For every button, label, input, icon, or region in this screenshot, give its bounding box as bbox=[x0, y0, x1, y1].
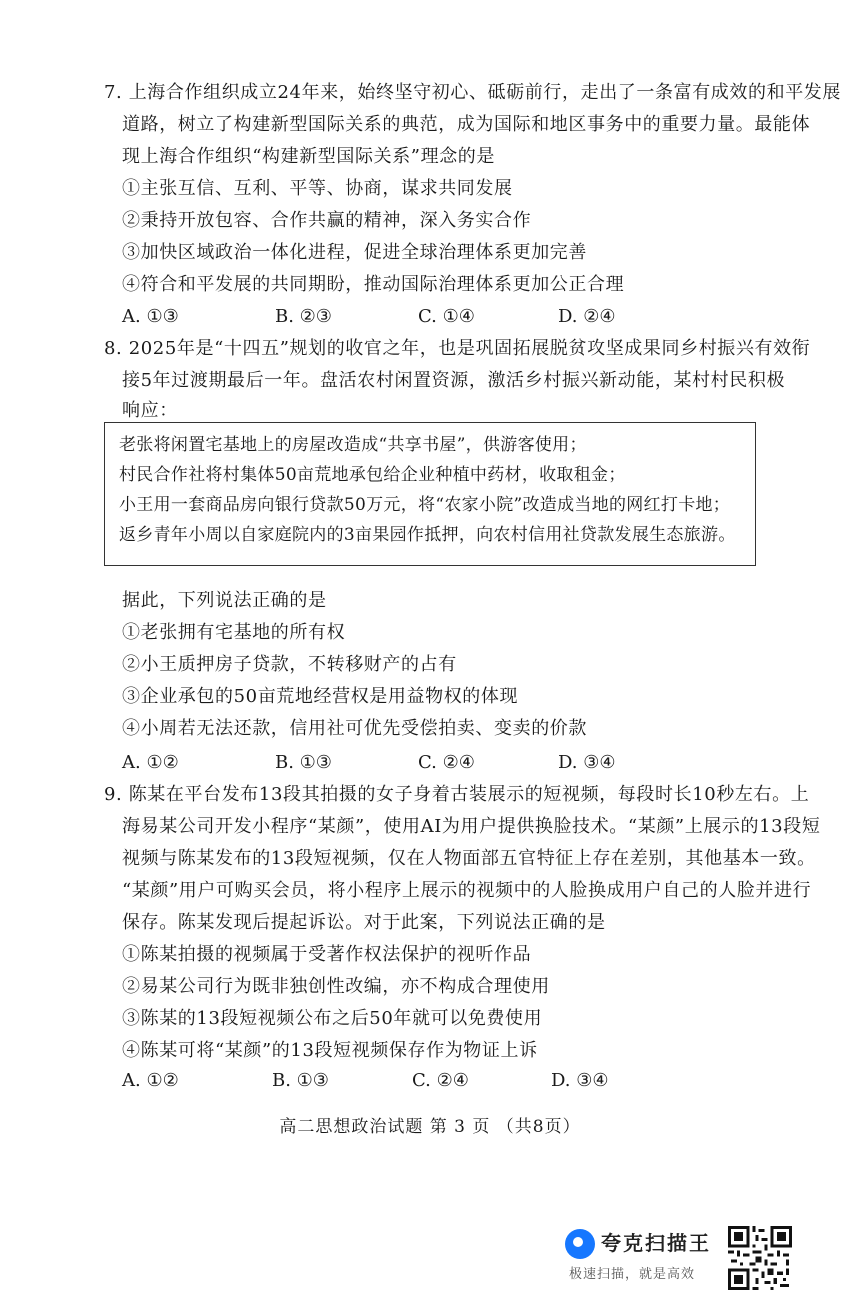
q9-option-c: C. ②④ bbox=[412, 1070, 469, 1091]
scanner-slogan: 极速扫描，就是高效 bbox=[569, 1267, 696, 1282]
quark-logo-icon bbox=[565, 1229, 595, 1259]
q9-item-1: ①陈某拍摄的视频属于受著作权法保护的视听作品 bbox=[122, 944, 532, 965]
q8-box-line-4: 返乡青年小周以自家庭院内的3亩果园作抵押，向农村信用社贷款发展生态旅游。 bbox=[119, 525, 736, 545]
q7-stem-line-3: 现上海合作组织“构建新型国际关系”理念的是 bbox=[122, 146, 496, 167]
q8-question: 据此，下列说法正确的是 bbox=[122, 590, 327, 611]
q8-stem-line-1: 8. 2025年是“十四五”规划的收官之年，也是巩固拓展脱贫攻坚成果同乡村振兴有效衔 bbox=[104, 338, 811, 359]
q8-option-c: C. ②④ bbox=[418, 752, 475, 773]
scanner-brand-name: 夸克扫描王 bbox=[601, 1231, 711, 1255]
q8-box-line-1: 老张将闲置宅基地上的房屋改造成“共享书屋”，供游客使用； bbox=[119, 435, 587, 455]
q8-box-line-2: 村民合作社将村集体50亩荒地承包给企业种植中药材，收取租金； bbox=[119, 465, 626, 485]
q9-item-4: ④陈某可将“某颜”的13段短视频保存作为物证上诉 bbox=[122, 1040, 538, 1061]
q9-stem-line-1: 9. 陈某在平台发布13段其拍摄的女子身着古装展示的短视频，每段时长10秒左右。上 bbox=[104, 784, 810, 805]
q9-item-2: ②易某公司行为既非独创性改编，亦不构成合理使用 bbox=[122, 976, 550, 997]
q9-stem-line-2: 海易某公司开发小程序“某颜”，使用AI为用户提供换脸技术。“某颜”上展示的13段短 bbox=[122, 816, 821, 837]
q8-stem-line-3: 响应： bbox=[122, 400, 178, 421]
q8-material-box bbox=[104, 422, 756, 566]
q7-item-3: ③加快区域政治一体化进程，促进全球治理体系更加完善 bbox=[122, 242, 587, 263]
q7-option-c: C. ①④ bbox=[418, 306, 475, 327]
q8-item-3: ③企业承包的50亩荒地经营权是用益物权的体现 bbox=[122, 686, 519, 707]
q7-option-b: B. ②③ bbox=[275, 306, 332, 327]
q9-stem-line-5: 保存。陈某发现后提起诉讼。对于此案，下列说法正确的是 bbox=[122, 912, 606, 933]
q8-option-a: A. ①② bbox=[122, 752, 179, 773]
q8-item-4: ④小周若无法还款，信用社可优先受偿拍卖、变卖的价款 bbox=[122, 718, 587, 739]
q7-item-2: ②秉持开放包容、合作共赢的精神，深入务实合作 bbox=[122, 210, 532, 231]
q7-item-1: ①主张互信、互利、平等、协商，谋求共同发展 bbox=[122, 178, 513, 199]
q9-stem-line-3: 视频与陈某发布的13段短视频，仅在人物面部五官特征上存在差别，其他基本一致。 bbox=[122, 848, 816, 869]
q7-option-d: D. ②④ bbox=[558, 306, 616, 327]
q9-option-d: D. ③④ bbox=[551, 1070, 609, 1091]
q9-option-b: B. ①③ bbox=[272, 1070, 329, 1091]
q9-option-a: A. ①② bbox=[122, 1070, 179, 1091]
q7-stem-line-1: 7. 上海合作组织成立24年来，始终坚守初心、砥砺前行，走出了一条富有成效的和平发展 bbox=[104, 82, 841, 103]
q8-box-line-3: 小王用一套商品房向银行贷款50万元，将“农家小院”改造成当地的网红打卡地； bbox=[119, 495, 731, 515]
q8-item-2: ②小王质押房子贷款，不转移财产的占有 bbox=[122, 654, 457, 675]
q7-stem-line-2: 道路，树立了构建新型国际关系的典范，成为国际和地区事务中的重要力量。最能体 bbox=[122, 114, 811, 135]
q8-option-b: B. ①③ bbox=[275, 752, 332, 773]
q8-stem-line-2: 接5年过渡期最后一年。盘活农村闲置资源，激活乡村振兴新动能，某村村民积极 bbox=[122, 370, 786, 391]
q9-stem-line-4: “某颜”用户可购买会员，将小程序上展示的视频中的人脸换成用户自己的人脸并进行 bbox=[122, 880, 812, 901]
page-footer: 高二思想政治试题 第 3 页 （共8页） bbox=[279, 1117, 581, 1137]
q9-item-3: ③陈某的13段短视频公布之后50年就可以免费使用 bbox=[122, 1008, 543, 1029]
q7-item-4: ④符合和平发展的共同期盼，推动国际治理体系更加公正合理 bbox=[122, 274, 625, 295]
scanner-watermark bbox=[565, 1225, 725, 1285]
q7-option-a: A. ①③ bbox=[122, 306, 179, 327]
q8-option-d: D. ③④ bbox=[558, 752, 616, 773]
q8-item-1: ①老张拥有宅基地的所有权 bbox=[122, 622, 346, 643]
qr-code-icon bbox=[728, 1226, 792, 1290]
